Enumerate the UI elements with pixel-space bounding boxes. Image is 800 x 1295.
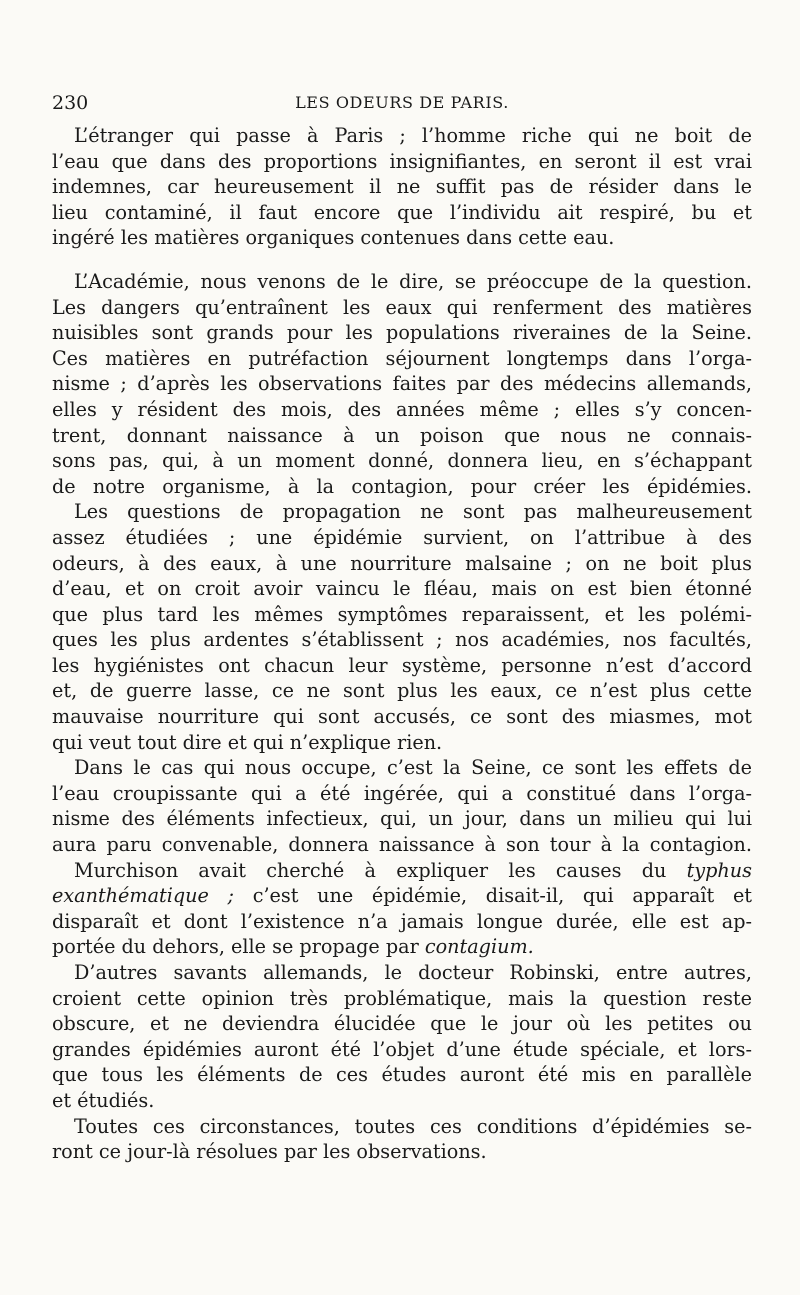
- paragraph: [52, 960, 752, 1114]
- text-line: Ces matières en putréfaction séjournent longtemps dans l’orga-: [52, 346, 752, 370]
- italic-term: typhus: [686, 858, 752, 882]
- text-line: que tous les éléments de ces études auront été mis en parallèle: [52, 1063, 752, 1087]
- text-line: ront ce jour-là résolues par les observations.: [52, 1140, 487, 1164]
- text-line: croient cette opinion très problématique, mais la question reste: [52, 986, 752, 1010]
- text-line: indemnes, car heureusement il ne suffit pas de résider dans le: [52, 175, 752, 199]
- text-line: Dans le cas qui nous occupe, c’est la Seine, ce sont les effets de: [74, 756, 752, 780]
- text-segment: c’est une épidémie, disait-il, qui apparaît et: [234, 884, 753, 908]
- text-line-with-italic: [52, 858, 752, 884]
- text-line: les hygiénistes ont chacun leur système, personne n’est d’accord: [52, 653, 752, 677]
- body-text: [52, 123, 752, 1165]
- text-line: D’autres savants allemands, le docteur Robinski, entre autres,: [74, 961, 752, 984]
- text-line: trent, donnant naissance à un poison que nous ne connais-: [52, 423, 752, 447]
- running-title: LES ODEURS DE PARIS.: [295, 93, 509, 112]
- text-line: obscure, et ne deviendra élucidée que le jour où les petites ou: [52, 1012, 752, 1036]
- text-line: L’Académie, nous venons de le dire, se préoccupe de la question.: [74, 269, 752, 293]
- text-line: lieu contaminé, il faut encore que l’individu ait respiré, bu et: [52, 200, 752, 224]
- text-line-with-italic: [52, 934, 752, 960]
- paragraph: [52, 1114, 752, 1165]
- text-line: et, de guerre lasse, ce ne sont plus les eaux, ce n’est plus cette: [52, 679, 752, 703]
- text-line: odeurs, à des eaux, à une nourriture malsaine ; on ne boit plus: [52, 551, 752, 575]
- text-line: mauvaise nourriture qui sont accusés, ce sont des miasmes, mot: [52, 705, 752, 729]
- paragraph: [52, 755, 752, 857]
- text-line: aura paru convenable, donnera naissance à son tour à la contagion.: [52, 833, 752, 857]
- italic-term: exanthématique ;: [52, 884, 235, 908]
- text-line: sons pas, qui, à un moment donné, donnera lieu, en s’échappant: [52, 449, 752, 473]
- text-line: nisme des éléments infectieux, qui, un jour, dans un milieu qui lui: [52, 807, 752, 831]
- text-line: Les questions de propagation ne sont pas malheureusement: [74, 500, 752, 524]
- text-segment: portée du dehors, elle se propage par: [52, 935, 425, 959]
- text-segment: Murchison avait cherché à expliquer les causes du: [74, 858, 687, 882]
- text-line: et étudiés.: [52, 1088, 155, 1112]
- text-line-with-italic: [52, 883, 752, 909]
- text-line: assez étudiées ; une épidémie survient, on l’attribue à des: [52, 525, 752, 549]
- text-line: de notre organisme, à la contagion, pour créer les épidémies.: [52, 474, 752, 498]
- paragraph: [52, 123, 752, 251]
- paragraph: [52, 858, 752, 960]
- paragraph: [52, 269, 752, 499]
- text-line: Les dangers qu’entraînent les eaux qui renferment des matières: [52, 295, 752, 319]
- text-line: ques les plus ardentes s’établissent ; nos académies, nos facultés,: [52, 628, 752, 652]
- text-line: que plus tard les mêmes symptômes reparaissent, et les polémi-: [52, 602, 752, 626]
- text-line: L’étranger qui passe à Paris ; l’homme riche qui ne boit de: [74, 124, 752, 147]
- text-line: elles y résident des mois, des années même ; elles s’y concen-: [52, 397, 752, 421]
- text-line: d’eau, et on croit avoir vaincu le fléau, mais on est bien étonné: [52, 577, 752, 601]
- text-line: ingéré les matières organiques contenues dans cette eau.: [52, 226, 615, 250]
- text-line: nisme ; d’après les observations faites par des médecins allemands,: [52, 372, 752, 396]
- text-line: l’eau que dans des proportions insignifiantes, en seront il est vrai: [52, 149, 752, 173]
- text-line: qui veut tout dire et qui n’explique rien.: [52, 730, 443, 754]
- paragraph: [52, 499, 752, 755]
- text-line: l’eau croupissante qui a été ingérée, qui a constitué dans l’orga-: [52, 781, 752, 805]
- text-line: Toutes ces circonstances, toutes ces conditions d’épidémies se-: [74, 1114, 752, 1138]
- paragraph-gap: [52, 251, 752, 269]
- italic-term: contagium.: [424, 935, 534, 959]
- text-line: nuisibles sont grands pour les populations riveraines de la Seine.: [52, 321, 752, 345]
- text-line: grandes épidémies auront été l’objet d’une étude spéciale, et lors-: [52, 1037, 752, 1061]
- text-line: disparaît et dont l’existence n’a jamais longue durée, elle est ap-: [52, 909, 752, 933]
- page-number: 230: [52, 92, 89, 114]
